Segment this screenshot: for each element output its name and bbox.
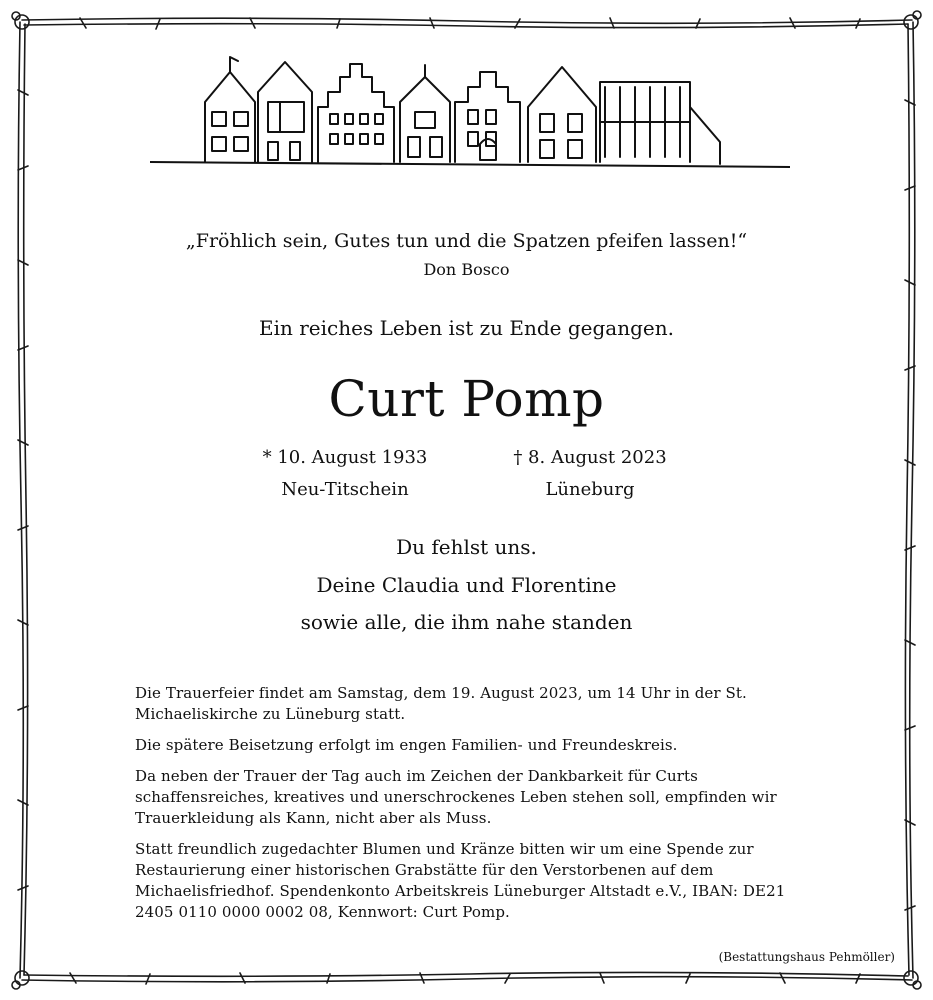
town-skyline-drawing <box>150 52 790 197</box>
paragraph-burial: Die spätere Beisetzung erfolgt im engen Familien- und Freundeskreis. <box>135 736 678 754</box>
paragraph-attire: Da neben der Trauer der Tag auch im Zeichen der Dankbarkeit für Curts schaffensreiches, kreatives und unerschrockenes Leben stehen soll, empfinden wir Trauerkleidung als Kann, nicht aber als Muss. <box>135 767 777 827</box>
quote-author: Don Bosco <box>423 260 510 279</box>
paragraph-ceremony: Die Trauerfeier findet am Samstag, dem 19. August 2023, um 14 Uhr in der St. Michaeliskirche zu Lüneburg statt. <box>135 684 747 723</box>
death-date: † 8. August 2023 <box>513 447 667 468</box>
lead-sentence: Ein reiches Leben ist zu Ende gegangen. <box>259 316 674 340</box>
birth-place: Neu-Titschein <box>281 479 409 500</box>
deceased-name: Curt Pomp <box>328 370 605 428</box>
quote-text: „Fröhlich sein, Gutes tun und die Spatzen pfeifen lassen!“ <box>185 230 748 252</box>
life-dates <box>30 442 903 502</box>
death-info <box>480 442 700 506</box>
paragraph-donation: Statt freundlich zugedachter Blumen und Kränze bitten wir um eine Spende zur Restaurierung einer historischen Grabstätte für den Verstorbenen auf dem Michaelisfriedhof. Spendenkonto Arbeitskreis Lüneburger Altstadt e.V., IBAN: DE21 2405 0110 0000 0002 08, Kennwort: Curt Pomp. <box>135 840 786 921</box>
death-place: Lüneburg <box>545 479 635 500</box>
family-line-1: Du fehlst uns. <box>396 535 537 559</box>
birth-info <box>235 442 455 506</box>
obituary-content <box>30 30 903 970</box>
birth-date: * 10. August 1933 <box>262 447 428 468</box>
family-line-2: Deine Claudia und Florentine <box>316 573 617 597</box>
family-line-3: sowie alle, die ihm nahe standen <box>300 610 633 634</box>
announcement-details <box>135 683 815 933</box>
undertaker-credit: (Bestattungshaus Pehmöller) <box>718 950 895 964</box>
